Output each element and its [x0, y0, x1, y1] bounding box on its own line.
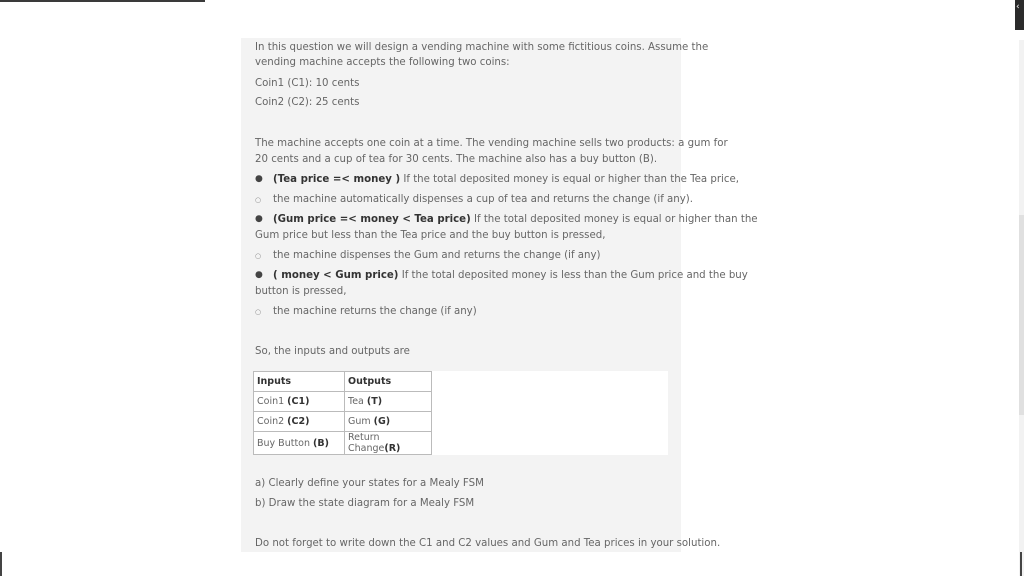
left-edge-marker [0, 552, 2, 576]
input-label: Coin2 [257, 416, 288, 427]
close-icon[interactable]: ‹ [1016, 2, 1020, 12]
rule-change-text: If the total deposited money is less than the Gum price and the buy [398, 270, 748, 281]
scrollbar-thumb[interactable] [1019, 215, 1024, 415]
task-b: b) Draw the state diagram for a Mealy FSM [255, 498, 475, 509]
rule-change [273, 269, 748, 283]
top-edge-bar [0, 0, 205, 2]
table-row [254, 392, 432, 412]
output-cell [345, 432, 432, 455]
sub-bullet-icon: ○ [255, 252, 262, 260]
right-edge-marker [1020, 552, 1022, 576]
input-cell [254, 392, 345, 412]
input-cell [254, 412, 345, 432]
rule-gum-action: the machine dispenses the Gum and returns the change (if any) [273, 250, 601, 261]
table-background [431, 371, 668, 455]
table-header-row [254, 372, 432, 392]
bullet-icon: ● [255, 214, 263, 224]
rule-tea-text: If the total deposited money is equal or higher than the Tea price, [400, 174, 739, 185]
io-table [253, 371, 432, 455]
input-cell [254, 432, 345, 455]
task-a: a) Clearly define your states for a Mealy FSM [255, 478, 484, 489]
sub-bullet-icon: ○ [255, 196, 262, 204]
input-symbol: (C2) [287, 416, 310, 427]
rule-change-line-2: button is pressed, [255, 286, 347, 297]
coin1-definition: Coin1 (C1): 10 cents [255, 78, 360, 89]
input-label: Buy Button [257, 437, 314, 449]
output-symbol: (G) [373, 416, 391, 427]
coin2-definition: Coin2 (C2): 25 cents [255, 97, 360, 108]
rule-change-condition: ( money < Gum price) [273, 270, 399, 281]
rule-gum [273, 213, 758, 227]
io-intro: So, the inputs and outputs are [255, 346, 410, 357]
input-symbol: (B) [313, 437, 329, 449]
bullet-icon: ● [255, 270, 263, 280]
inputs-header: Inputs [254, 372, 345, 392]
rule-gum-condition: (Gum price =< money < Tea price) [273, 214, 471, 225]
table-row [254, 432, 432, 455]
rule-gum-line-2: Gum price but less than the Tea price and the buy button is pressed, [255, 230, 606, 241]
intro-line-1: In this question we will design a vending machine with some fictitious coins. Assume the [255, 42, 709, 53]
input-symbol: (C1) [287, 396, 310, 407]
rule-tea [273, 173, 739, 187]
question-panel [241, 38, 758, 552]
footer-note: Do not forget to write down the C1 and C2 values and Gum and Tea prices in your solution. [255, 538, 721, 549]
sub-bullet-icon: ○ [255, 308, 262, 316]
output-label: Tea [348, 396, 367, 407]
output-cell [345, 412, 432, 432]
outputs-header: Outputs [345, 372, 432, 392]
output-symbol: (T) [366, 396, 383, 407]
output-label: Gum [348, 416, 374, 427]
table-row [254, 412, 432, 432]
output-label: Return Change [348, 432, 385, 454]
description-line-1: The machine accepts one coin at a time. The vending machine sells two products: a gum for [255, 138, 728, 149]
output-cell [345, 392, 432, 412]
input-label: Coin1 [257, 396, 288, 407]
rule-tea-condition: (Tea price =< money ) [273, 174, 401, 185]
rule-change-action: the machine returns the change (if any) [273, 306, 477, 317]
bullet-icon: ● [255, 174, 263, 184]
close-control[interactable] [1015, 0, 1024, 30]
output-symbol: (R) [384, 443, 401, 454]
intro-line-2: vending machine accepts the following two coins: [255, 57, 510, 68]
description-line-2: 20 cents and a cup of tea for 30 cents. The machine also has a buy button (B). [255, 154, 658, 165]
rule-gum-text: If the total deposited money is equal or higher than the [470, 214, 758, 225]
rule-tea-action: the machine automatically dispenses a cup of tea and returns the change (if any). [273, 194, 693, 205]
